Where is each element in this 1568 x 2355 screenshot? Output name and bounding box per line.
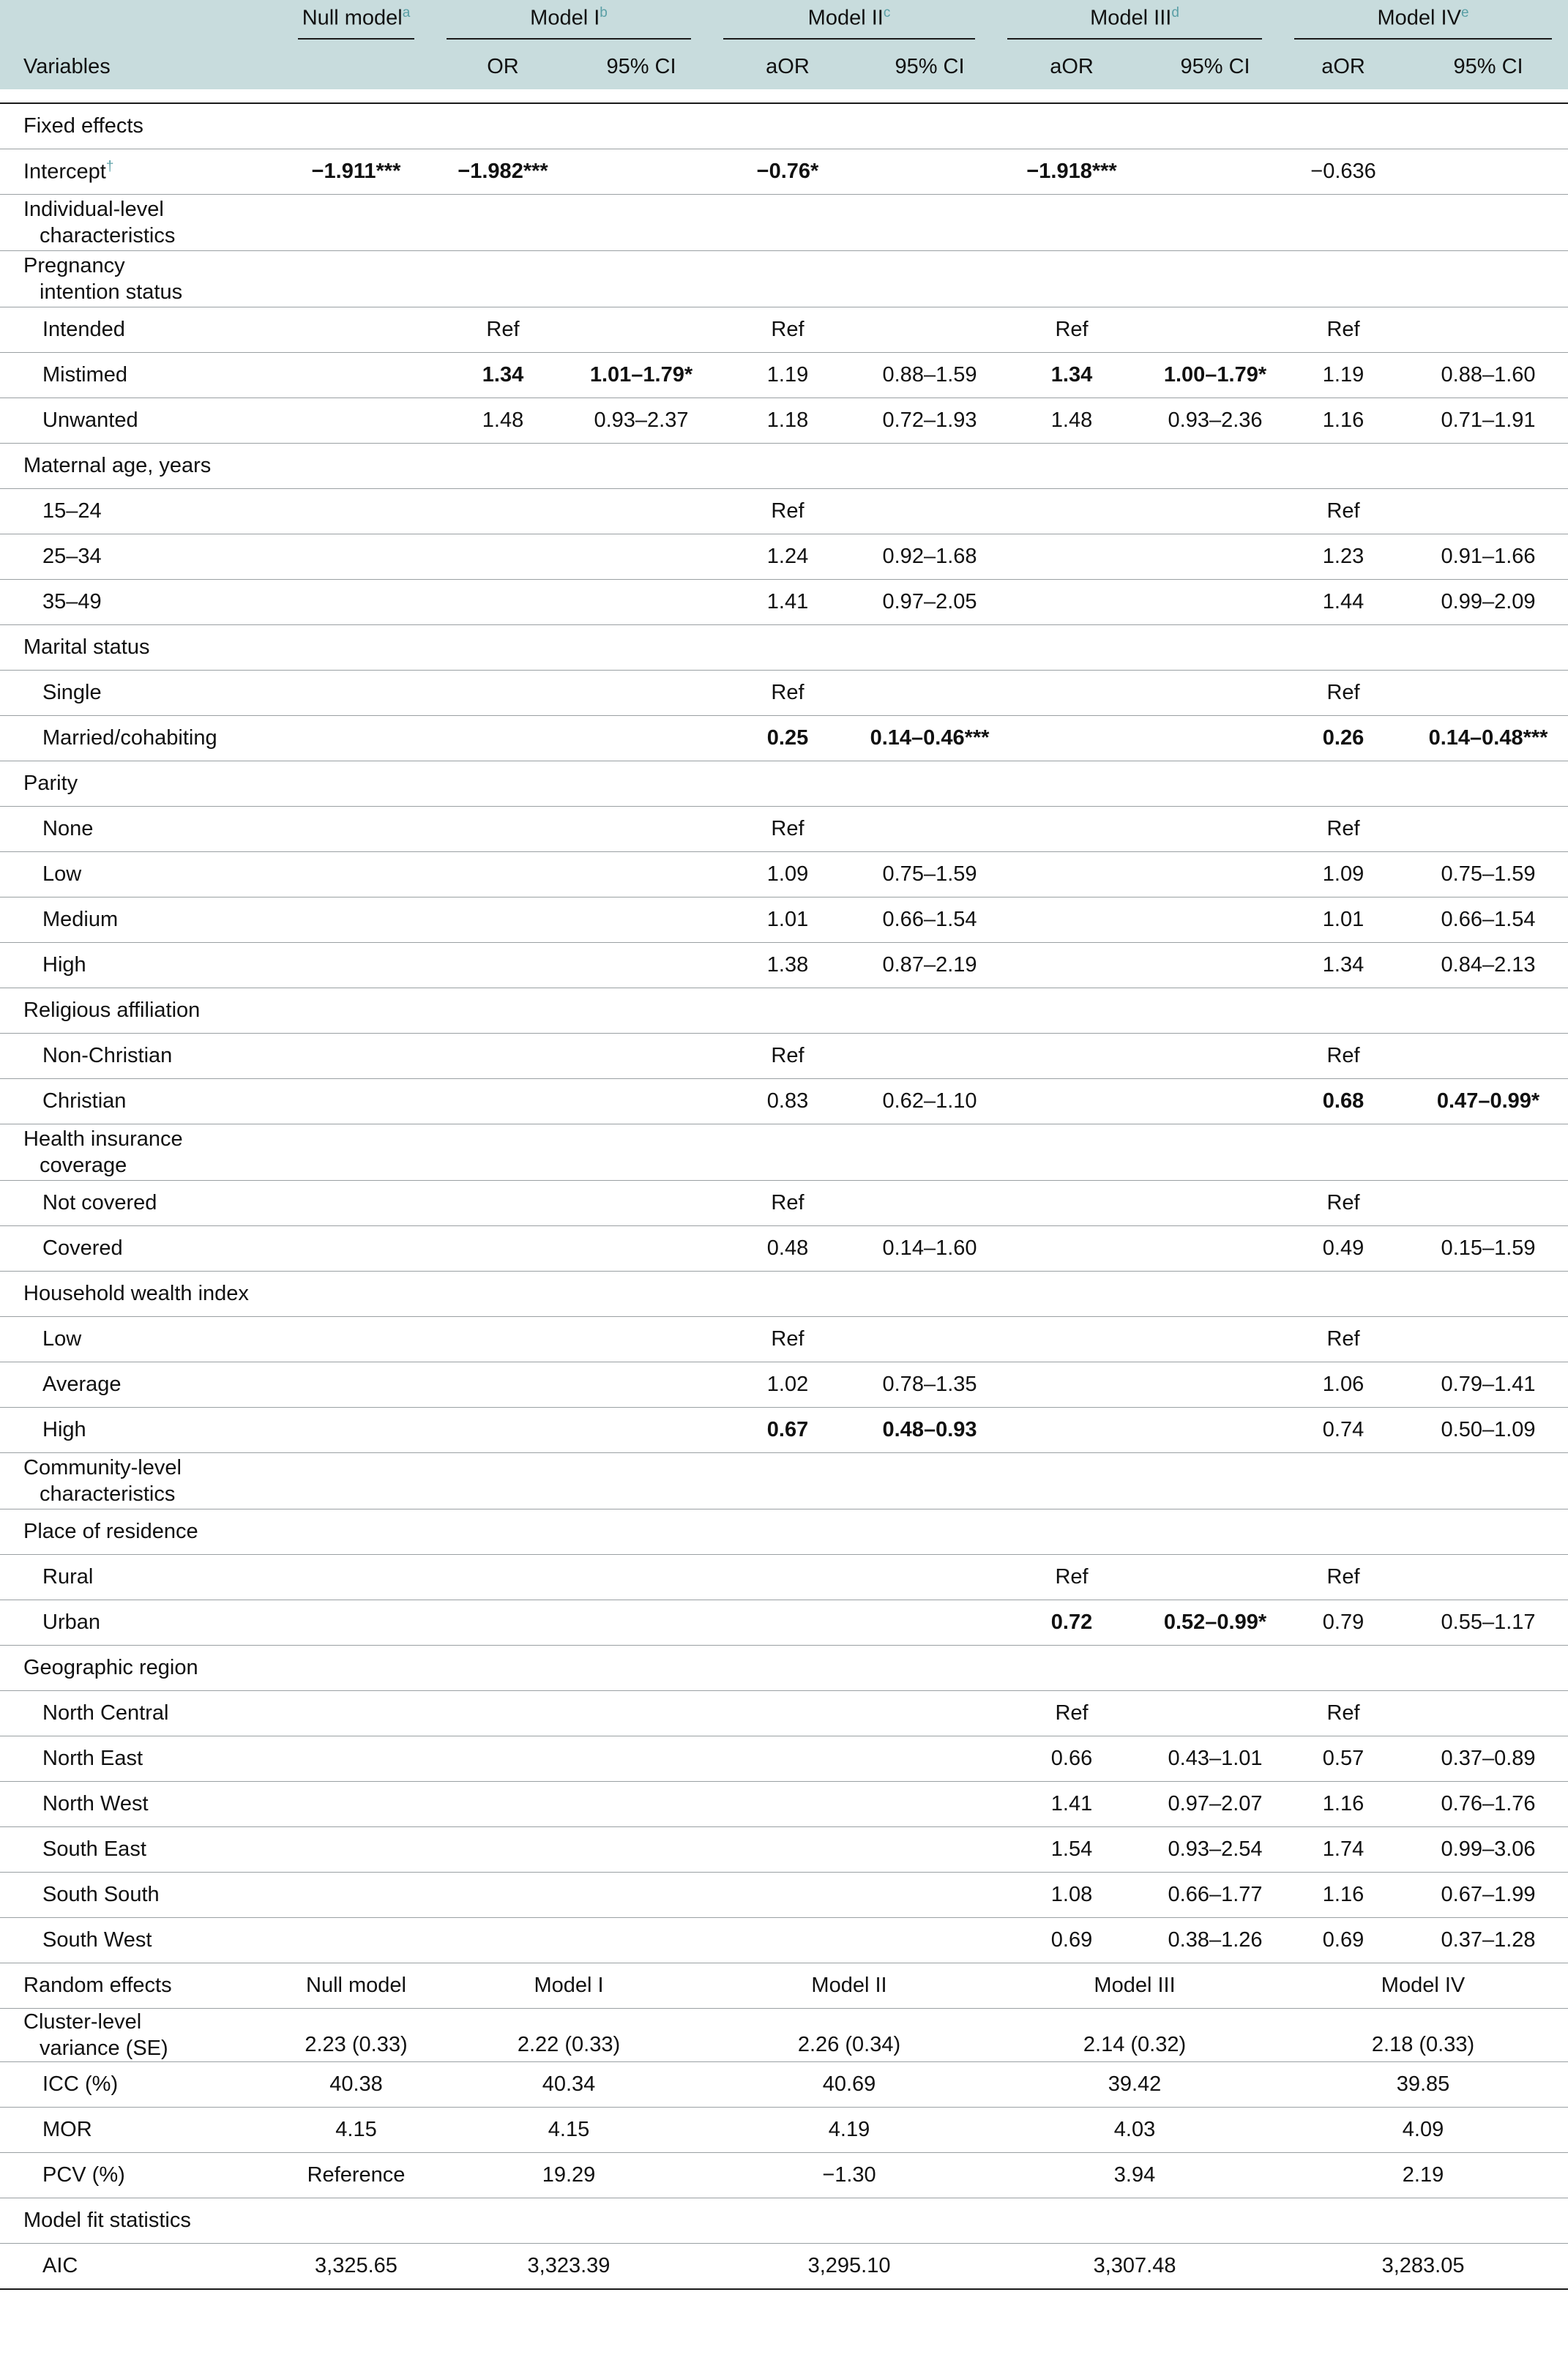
- table-row: Not covered Ref Ref: [0, 1181, 1568, 1226]
- section-pregnancy: Pregnancy intention status: [0, 251, 1568, 307]
- table-row: Christian 0.83 0.62–1.10 0.68 0.47–0.99*: [0, 1079, 1568, 1124]
- table-row: North East 0.66 0.43–1.01 0.57 0.37–0.89: [0, 1736, 1568, 1782]
- table-row: North West 1.41 0.97–2.07 1.16 0.76–1.76: [0, 1782, 1568, 1827]
- table-header: [0, 0, 1568, 89]
- table-row: Intercept† −1.911*** −1.982*** −0.76* −1.918*** −0.636: [0, 149, 1568, 195]
- table-row: Single Ref Ref: [0, 671, 1568, 716]
- header-null-model: Null model$^a$: [282, 0, 430, 45]
- section-model-fit: Model fit statistics: [0, 2198, 1568, 2244]
- section-residence: Place of residence: [0, 1509, 1568, 1555]
- table-row: 15–24 Ref Ref: [0, 489, 1568, 534]
- table-row: Urban 0.72 0.52–0.99* 0.79 0.55–1.17: [0, 1600, 1568, 1646]
- table-row: High 0.67 0.48–0.93 0.74 0.50–1.09: [0, 1408, 1568, 1453]
- table-row: Low 1.09 0.75–1.59 1.09 0.75–1.59: [0, 852, 1568, 897]
- section-wealth: Household wealth index: [0, 1272, 1568, 1317]
- table-row: Cluster-level variance (SE) 2.23 (0.33) 2.22 (0.33) 2.26 (0.34) 2.14 (0.32) 2.18 (0.33): [0, 2009, 1568, 2062]
- table-row: South South 1.08 0.66–1.77 1.16 0.67–1.99: [0, 1873, 1568, 1918]
- table-row: High 1.38 0.87–2.19 1.34 0.84–2.13: [0, 943, 1568, 988]
- table-row: AIC 3,325.65 3,323.39 3,295.10 3,307.48 3,283.05: [0, 2244, 1568, 2290]
- random-effects-header: Random effects Null model Model I Model II Model III Model IV: [0, 1963, 1568, 2009]
- table-row: PCV (%) Reference 19.29 −1.30 3.94 2.19: [0, 2153, 1568, 2198]
- table-row: Mistimed 1.34 1.01–1.79* 1.19 0.88–1.59 1.34 1.00–1.79* 1.19 0.88–1.60: [0, 353, 1568, 398]
- table-row: Average 1.02 0.78–1.35 1.06 0.79–1.41: [0, 1362, 1568, 1408]
- section-individual: Individual-level characteristics: [0, 195, 1568, 251]
- table-row: Medium 1.01 0.66–1.54 1.01 0.66–1.54: [0, 897, 1568, 943]
- section-health-insurance: Health insurance coverage: [0, 1124, 1568, 1181]
- table-row: Married/cohabiting 0.25 0.14–0.46*** 0.26 0.14–0.48***: [0, 716, 1568, 761]
- header-aor: aOR: [707, 45, 868, 89]
- header-or: OR: [430, 45, 575, 89]
- header-model-3: Model III$^d$: [991, 0, 1278, 45]
- header-ci: 95% CI: [1152, 45, 1278, 89]
- header-aor: aOR: [1278, 45, 1408, 89]
- table-row: Non-Christian Ref Ref: [0, 1034, 1568, 1079]
- header-aor: aOR: [991, 45, 1152, 89]
- table-body: [0, 89, 1568, 2289]
- header-ci: 95% CI: [868, 45, 991, 89]
- section-region: Geographic region: [0, 1646, 1568, 1691]
- header-ci: 95% CI: [1408, 45, 1568, 89]
- header-ci: 95% CI: [575, 45, 707, 89]
- section-community: Community-level characteristics: [0, 1453, 1568, 1509]
- header-model-4: Model IVe: [1278, 0, 1568, 45]
- section-parity: Parity: [0, 761, 1568, 807]
- table-row: Unwanted 1.48 0.93–2.37 1.18 0.72–1.93 1.48 0.93–2.36 1.16 0.71–1.91: [0, 398, 1568, 444]
- table-row: Intended Ref Ref Ref Ref: [0, 307, 1568, 353]
- table-row: ICC (%) 40.38 40.34 40.69 39.42 39.85: [0, 2062, 1568, 2108]
- section-maternal-age: Maternal age, years: [0, 444, 1568, 489]
- table-row: None Ref Ref: [0, 807, 1568, 852]
- table-row: South West 0.69 0.38–1.26 0.69 0.37–1.28: [0, 1918, 1568, 1963]
- table-row: 25–34 1.24 0.92–1.68 1.23 0.91–1.66: [0, 534, 1568, 580]
- table-row: North Central Ref Ref: [0, 1691, 1568, 1736]
- table-row: MOR 4.15 4.15 4.19 4.03 4.09: [0, 2108, 1568, 2153]
- table-row: Low Ref Ref: [0, 1317, 1568, 1362]
- table-row: 35–49 1.41 0.97–2.05 1.44 0.99–2.09: [0, 580, 1568, 625]
- section-religion: Religious affiliation: [0, 988, 1568, 1034]
- table-row: Covered 0.48 0.14–1.60 0.49 0.15–1.59: [0, 1226, 1568, 1272]
- table-row: South East 1.54 0.93–2.54 1.74 0.99–3.06: [0, 1827, 1568, 1873]
- section-fixed-effects: Fixed effects: [0, 103, 1568, 149]
- section-marital-status: Marital status: [0, 625, 1568, 671]
- header-variables: Variables: [0, 45, 282, 89]
- header-model-1: Model $I^b$: [430, 0, 707, 45]
- header-model-2: Model $II^c$: [707, 0, 991, 45]
- table-row: Rural Ref Ref: [0, 1555, 1568, 1600]
